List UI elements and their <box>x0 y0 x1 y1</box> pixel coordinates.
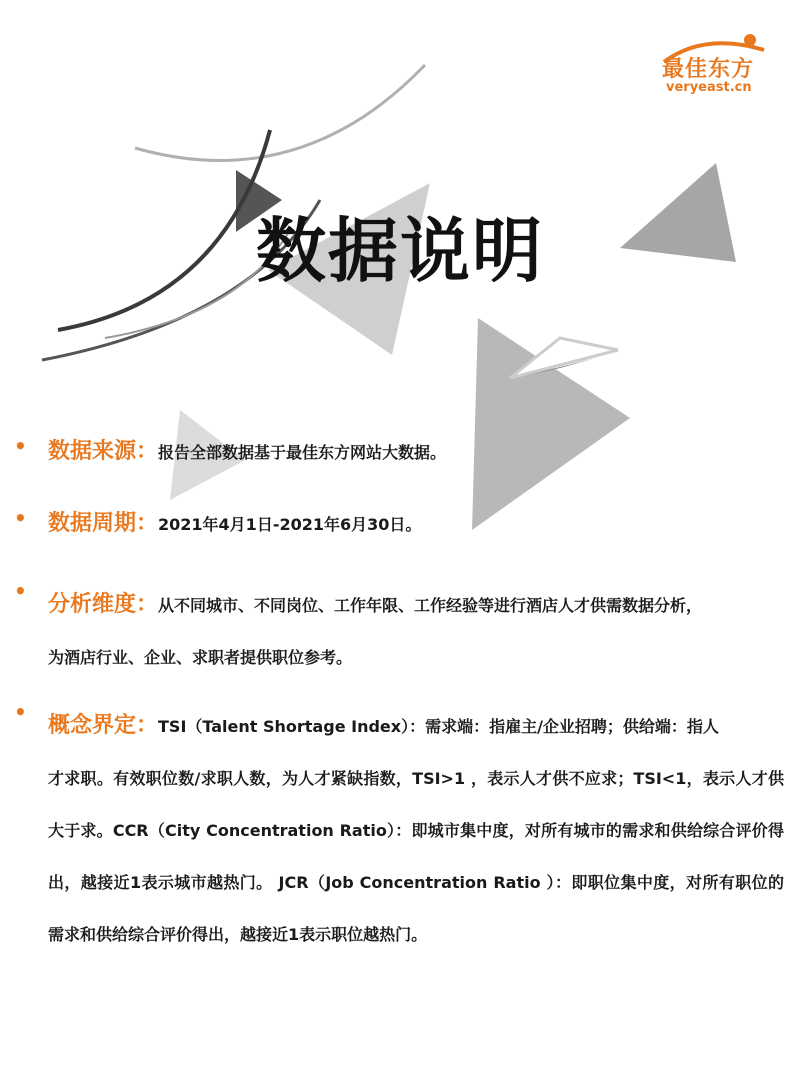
section-heading: 数据来源： <box>48 439 159 464</box>
page-title: 数据说明 <box>256 210 544 292</box>
logo-name-cn: 最佳东方 <box>662 57 755 82</box>
section-body: 从不同城市、不同岗位、工作年限、工作经验等进行酒店人才供需数据分析， <box>158 596 703 615</box>
section-heading: 数据周期： <box>48 511 159 536</box>
section-heading: 分析维度： <box>48 592 159 617</box>
section-body-cont: 才求职。有效职位数/求职人数，为人才紧缺指数，TSI>1 ，表示人才供不应求；TSI<1，表示人才供大于求。CCR（City Concentration Ratio）：即城市集中度，对所有城市的需求和供给综合评价得出，越接近1表示城市越热门。 JCR（Job Concentration Ratio ）：即职位集中度，对所有职位的需求和供给综合评价得出，越接近1表示职位越热门。 <box>48 769 784 944</box>
section-body: 报告全部数据基于最佳东方网站大数据。 <box>158 443 447 462</box>
brand-logo[interactable] <box>654 30 784 98</box>
section-body-cont: 为酒店行业、企业、求职者提供职位参考。 <box>48 648 353 667</box>
decor-arc-top <box>135 65 425 160</box>
section-concept-definition <box>14 700 784 961</box>
bullet-icon: • <box>14 434 27 458</box>
section-heading: 概念界定： <box>48 713 159 738</box>
section-body: TSI（Talent Shortage Index）：需求端：指雇主/企业招聘；供给端：指人 <box>158 717 719 736</box>
logo-domain: veryeast.cn <box>666 80 752 95</box>
bullet-icon: • <box>14 579 27 603</box>
bullet-icon: • <box>14 506 27 530</box>
bullet-icon: • <box>14 700 27 724</box>
section-data-source <box>14 434 784 470</box>
section-analysis-dimension <box>14 579 784 684</box>
section-body: 2021年4月1日-2021年6月30日。 <box>158 515 422 534</box>
section-data-period <box>14 506 784 542</box>
